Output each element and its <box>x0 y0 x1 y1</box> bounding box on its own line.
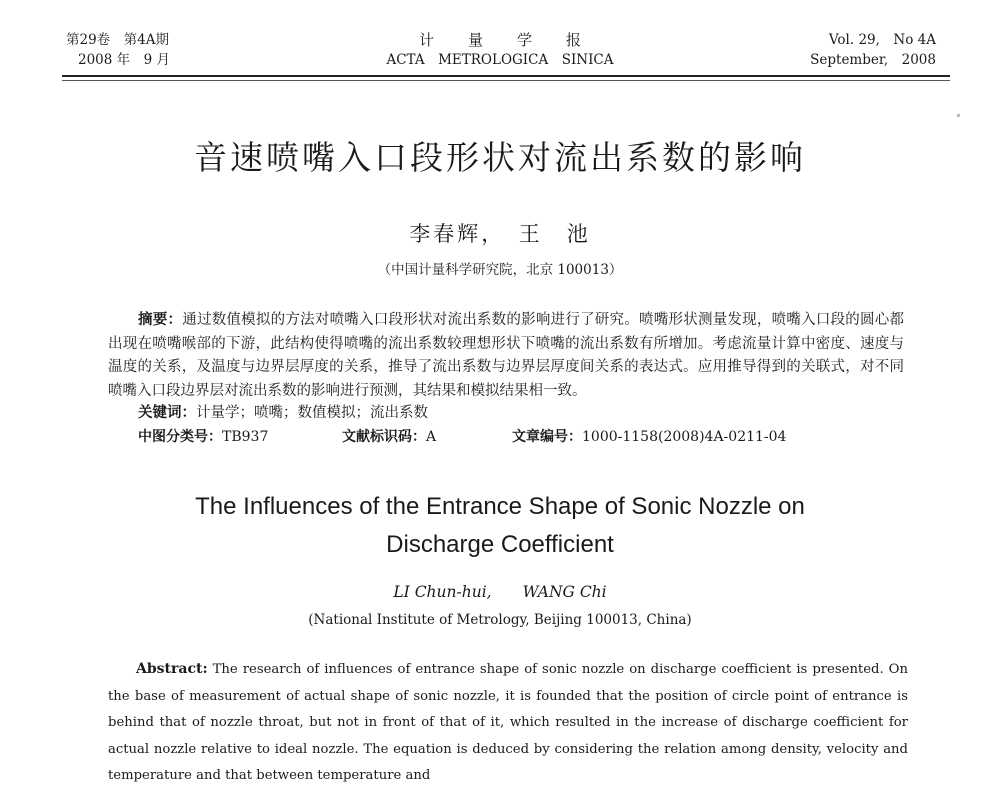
keywords-label-cn: 关键词： <box>138 404 196 421</box>
keywords-cn <box>138 402 428 424</box>
header-rule-thick <box>62 75 950 77</box>
authors-cn: 李春辉， 王 池 <box>409 222 591 246</box>
abstract-label-cn: 摘要： <box>138 311 183 328</box>
title-en: The Influences of the Entrance Shape of Sonic Nozzle on Discharge Coefficient <box>195 493 805 558</box>
clc-block <box>138 426 268 448</box>
authors-en: LI Chun-hui, WANG Chi <box>393 583 607 601</box>
article-no-label: 文章编号： <box>512 429 582 445</box>
journal-name-cn: 计量学报 <box>418 31 615 49</box>
abstract-cn <box>108 308 904 403</box>
scan-speck <box>957 114 960 117</box>
abstract-text-en: The research of influences of entrance shape of sonic nozzle on discharge coefficient is presented. On the base of measurement of actual shape of sonic nozzle, it is founded that the position of circle point of entrance is behind that of nozzle throat, but not in front of that of it, which resulted in the increase of discharge coefficient for actual nozzle relative to ideal nozzle. The equation is deduced by considering the relation among density, velocity and temperature and that between temperature and <box>108 662 908 783</box>
title-cn: 音速喷嘴入口段形状对流出系数的影响 <box>194 138 806 177</box>
doc-code-value: A <box>426 429 437 445</box>
volume-issue-cn: 第29卷 第4A期 <box>66 32 170 48</box>
keywords-text-cn: 计量学；喷嘴；数值模拟；流出系数 <box>196 405 428 421</box>
volume-issue-en: Vol. 29, No 4A <box>828 32 936 48</box>
date-en: September, 2008 <box>810 52 936 68</box>
affiliation-en: (National Institute of Metrology, Beijing 100013, China) <box>308 612 692 628</box>
journal-header <box>56 30 944 74</box>
abstract-label-en: Abstract: <box>136 661 208 677</box>
doc-code-block <box>342 426 436 448</box>
abstract-en <box>108 656 908 783</box>
article-no-value: 1000-1158(2008)4A-0211-04 <box>582 429 787 445</box>
doc-code-label: 文献标识码： <box>342 429 426 445</box>
date-cn: 2008 年 9 月 <box>78 52 171 68</box>
affiliation-cn: （中国计量科学研究院，北京 100013） <box>377 262 623 278</box>
clc-value: TB937 <box>222 429 269 445</box>
header-right <box>810 30 936 70</box>
abstract-text-cn: 通过数值模拟的方法对喷嘴入口段形状对流出系数的影响进行了研究。喷嘴形状测量发现，喷嘴入口段的圆心都出现在喷嘴喉部的下游，此结构使得喷嘴的流出系数较理想形状下喷嘴的流出系数有所增加。考虑流量计算中密度、速度与温度的关系，及温度与边界层厚度的关系，推导了流出系数与边界层厚度间关系的表达式。应用推导得到的关联式，对不同喷嘴入口段边界层对流出系数的影响进行预测，其结果和模拟结果相一致。 <box>108 312 905 399</box>
article-no-block <box>512 426 786 448</box>
clc-label: 中图分类号： <box>138 429 222 445</box>
header-rule-thin <box>62 80 950 81</box>
journal-name-en: ACTA METROLOGICA SINICA <box>386 52 614 68</box>
